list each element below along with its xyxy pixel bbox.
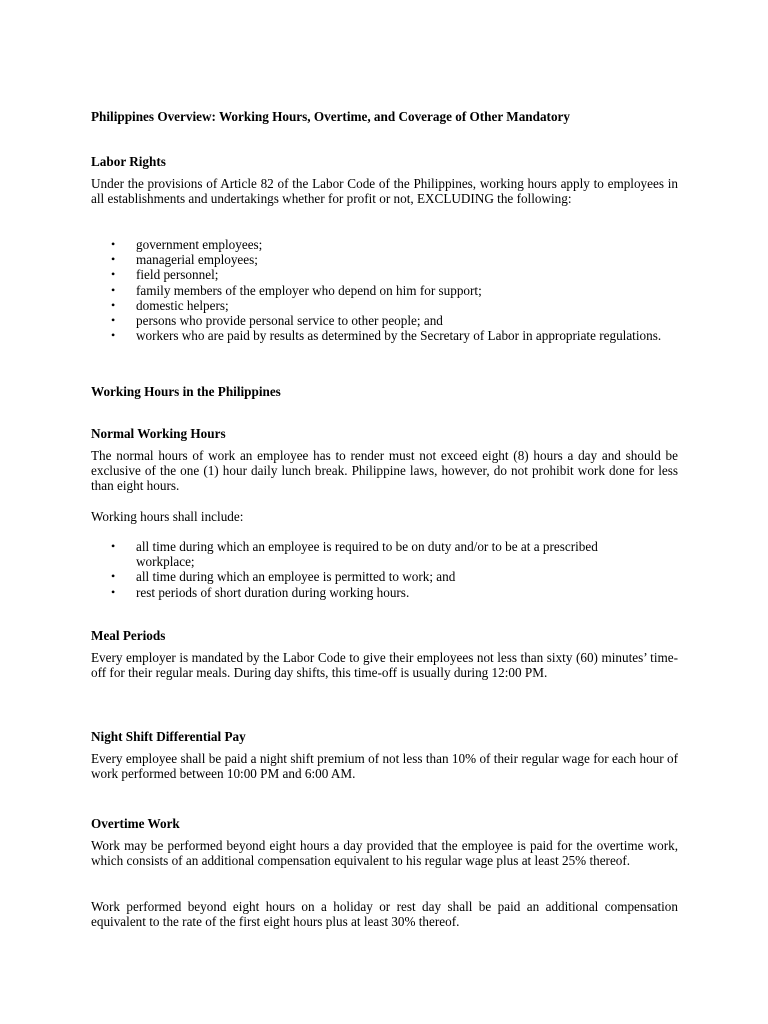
bullet-icon: • — [111, 539, 116, 553]
meal-periods-heading: Meal Periods — [91, 628, 166, 643]
list-item: • rest periods of short duration during working hours. — [111, 584, 410, 600]
overtime-paragraph-1: Work may be performed beyond eight hours a day provided that the employee is paid for the overtime work, which consists of an additional compensation equivalent to his regular wage plus at least 25% thereof. — [91, 838, 678, 869]
includes-list — [91, 539, 678, 600]
night-shift-heading: Night Shift Differential Pay — [91, 729, 246, 744]
list-item: • domestic helpers; — [111, 297, 229, 313]
bullet-icon: • — [111, 237, 116, 251]
labor-rights-heading: Labor Rights — [91, 154, 166, 169]
list-item: • all time during which an employee is required to be on duty and/or to be at a prescribed workplace; — [111, 539, 598, 570]
bullet-icon: • — [111, 267, 116, 282]
working-hours-include-intro: Working hours shall include: — [91, 509, 244, 524]
bullet-icon: • — [111, 328, 116, 343]
normal-hours-heading: Normal Working Hours — [91, 426, 226, 441]
list-item: • government employees; — [111, 237, 263, 252]
bullet-icon: • — [111, 297, 116, 312]
list-item: • field personnel; — [111, 267, 219, 283]
list-item: • managerial employees; — [111, 252, 258, 268]
overtime-paragraph-2: Work performed beyond eight hours on a holiday or rest day shall be paid an additional compensation equivalent to the rate of the first eight hours plus at least 30% thereof. — [91, 899, 678, 930]
bullet-icon: • — [111, 313, 116, 328]
list-item: • all time during which an employee is permitted to work; and — [111, 569, 456, 585]
list-item: • persons who provide personal service to other people; and — [111, 313, 443, 329]
normal-hours-paragraph: The normal hours of work an employee has to render must not exceed eight (8) hours a day and should be exclusive of the one (1) hour daily lunch break. Philippine laws, however, do not prohibit work done for less than eight hours. — [91, 448, 678, 494]
list-item: • workers who are paid by results as determined by the Secretary of Labor in appropriate regulations. — [111, 328, 662, 344]
labor-rights-intro: Under the provisions of Article 82 of the Labor Code of the Philippines, working hours apply to employees in all establishments and undertakings whether for profit or not, EXCLUDING the following: — [91, 176, 678, 207]
list-item: • family members of the employer who depend on him for support; — [111, 282, 482, 298]
document-title: Philippines Overview: Working Hours, Overtime, and Coverage of Other Mandatory — [91, 109, 570, 124]
working-hours-heading: Working Hours in the Philippines — [91, 384, 281, 399]
bullet-icon: • — [111, 252, 116, 267]
overtime-heading: Overtime Work — [91, 816, 180, 831]
bullet-icon: • — [111, 584, 116, 599]
exclusions-list — [91, 237, 678, 343]
bullet-icon: • — [111, 569, 116, 584]
night-shift-paragraph: Every employee shall be paid a night shift premium of not less than 10% of their regular wage for each hour of work performed between 10:00 PM and 6:00 AM. — [91, 751, 678, 782]
meal-periods-paragraph: Every employer is mandated by the Labor Code to give their employees not less than sixty (60) minutes’ time-off for their regular meals. During day shifts, this time-off is usually during 12:00 PM. — [91, 650, 678, 681]
bullet-icon: • — [111, 282, 116, 297]
